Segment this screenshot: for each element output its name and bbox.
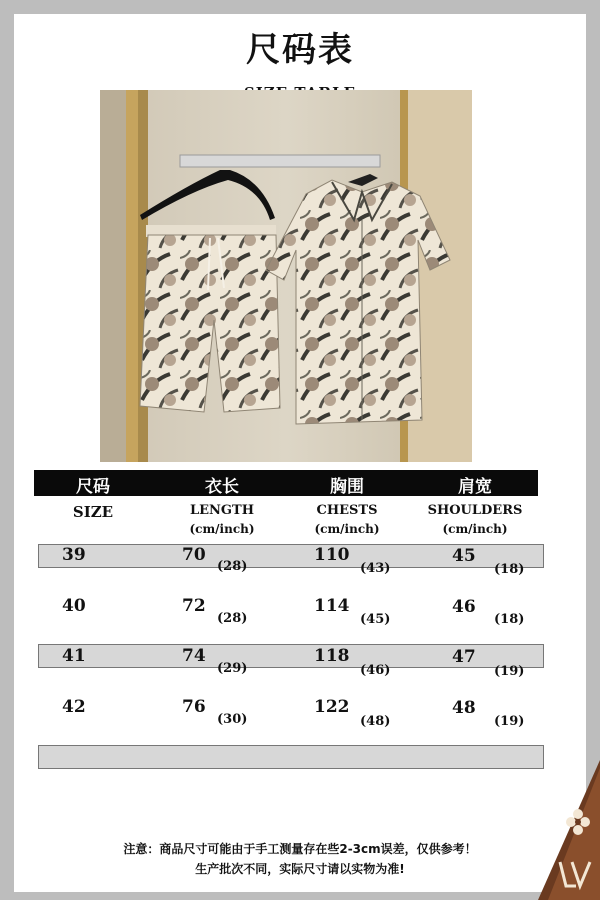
row3-chest-inch: (46) [360,663,391,678]
note-line-1: 注意：商品尺寸可能由于手工测量存在些2-3cm误差，仅供参考！ [123,842,477,856]
row4-shoulder: 48 [452,698,476,718]
header-length-unit: (cm/inch) [189,522,255,536]
row1-length: 70 [182,545,206,565]
row4-shoulder-inch: (19) [494,714,525,729]
product-photo [100,90,472,462]
row2-length-inch: (28) [217,611,248,626]
header-size-en: SIZE [72,503,114,521]
row1-size: 39 [62,545,86,565]
note-line-2: 生产批次不同，实际尺寸请以实物为准! [195,862,405,876]
header-size-cn: 尺码 [76,477,110,497]
row1-chest: 110 [314,545,350,565]
row1-chest-inch: (43) [360,561,391,576]
row1-shoulder: 45 [452,546,476,566]
row2-size: 40 [62,596,86,616]
header-shoulder-en: SHOULDERS [427,503,523,518]
row4-chest-inch: (48) [360,714,391,729]
row3-shoulder: 47 [452,647,476,667]
row4-size: 42 [62,697,86,717]
row3-chest: 118 [314,646,350,666]
row3-size: 41 [62,646,86,666]
row2-length: 72 [182,596,206,616]
header-chest-unit: (cm/inch) [314,522,380,536]
header-shoulder-unit: (cm/inch) [442,522,508,536]
row1-length-inch: (28) [217,559,248,574]
page-title: 尺码表 [246,30,354,70]
row4-length-inch: (30) [217,712,248,727]
header-length-en: LENGTH [190,503,254,518]
row3-shoulder-inch: (19) [494,664,525,679]
row-band [38,745,544,769]
row4-length: 76 [182,697,206,717]
row1-shoulder-inch: (18) [494,562,525,577]
corner-logo-icon [520,760,600,900]
header-shoulder-cn: 肩宽 [458,477,492,497]
row2-chest: 114 [314,596,350,616]
header-chest-cn: 胸围 [330,477,364,497]
row2-chest-inch: (45) [360,612,391,627]
header-length-cn: 衣长 [205,477,239,497]
row2-shoulder: 46 [452,597,476,617]
row3-length-inch: (29) [217,661,248,676]
row2-shoulder-inch: (18) [494,612,525,627]
row3-length: 74 [182,646,206,666]
header-chest-en: CHESTS [316,503,378,518]
row4-chest: 122 [314,697,350,717]
